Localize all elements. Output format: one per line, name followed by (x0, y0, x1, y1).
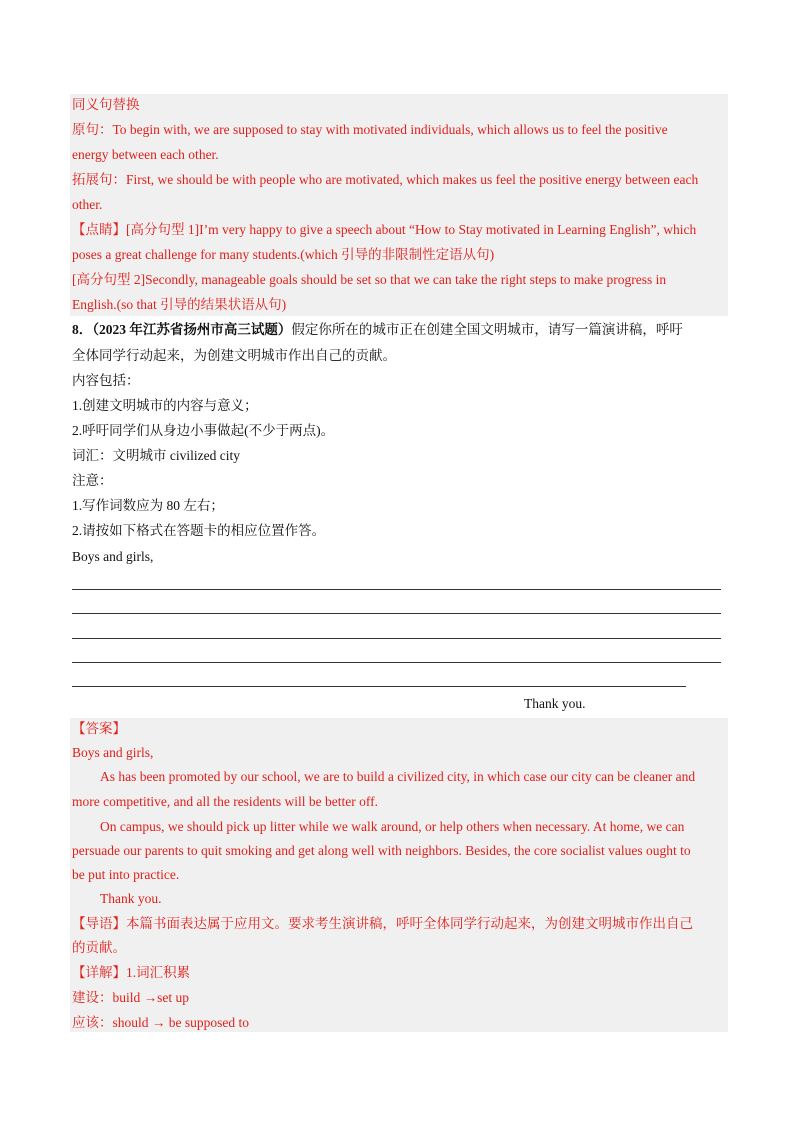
question-prompt-line-2: 全体同学行动起来，为创建文明城市作出自己的贡献。 (72, 348, 396, 363)
original-sentence-line-2: energy between each other. (72, 147, 219, 162)
writing-line (72, 686, 686, 687)
question-source: （2023 年江苏省扬州市高三试题） (92, 322, 292, 337)
synonym-title: 同义句替换 (72, 97, 140, 112)
extended-sentence-line-2: other. (72, 197, 103, 212)
writing-line (72, 589, 721, 590)
letter-greeting: Boys and girls, (72, 549, 154, 564)
writing-line (72, 638, 721, 639)
extended-sentence-line-1: 拓展句：First, we should be with people who are motivated, which makes us feel the positive energy between each (72, 172, 699, 187)
guide-line-2: 的贡献。 (72, 940, 126, 955)
writing-line (72, 662, 721, 663)
vocab-item-1: 建设：build →set up (72, 990, 189, 1005)
pattern-2-line-2: English.(so that 引导的结果状语从句) (72, 297, 287, 312)
writing-line (72, 613, 721, 614)
guide-line-1: 【导语】本篇书面表达属于应用文。要求考生演讲稿，呼吁全体同学行动起来，为创建文明城市作出自己 (72, 916, 693, 931)
content-label: 内容包括： (72, 373, 140, 388)
detail-heading: 【详解】1.词汇积累 (72, 965, 191, 980)
answer-label: 【答案】 (72, 721, 126, 736)
dianjing-line-2: poses a great challenge for many students.(which 引导的非限制性定语从句) (72, 247, 495, 262)
question-8-line-1 (72, 318, 728, 342)
answer-para-2-line-1: On campus, we should pick up litter while we walk around, or help others when necessary. At home, we can (100, 819, 685, 834)
note-1: 1.写作词数应为 80 左右； (72, 498, 224, 513)
content-item-2: 2.呼吁同学们从身边小事做起(不少于两点)。 (72, 423, 335, 438)
answer-para-2-line-2: persuade our parents to quit smoking and get along well with neighbors. Besides, the core socialist values ought to (72, 843, 691, 858)
answer-greeting: Boys and girls, (72, 745, 154, 760)
question-number: 8． (72, 322, 93, 337)
answer-para-1-line-1: As has been promoted by our school, we are to build a civilized city, in which case our city can be cleaner and (100, 769, 696, 784)
note-2: 2.请按如下格式在答题卡的相应位置作答。 (72, 523, 326, 538)
notes-label: 注意： (72, 473, 113, 488)
vocabulary-hint: 词汇：文明城市 civilized city (72, 448, 240, 463)
original-sentence-line-1: 原句：To begin with, we are supposed to stay with motivated individuals, which allows us to feel the positive (72, 122, 668, 137)
pattern-2-line-1: [高分句型 2]Secondly, manageable goals should be set so that we can take the right steps to make progress in (72, 272, 667, 287)
letter-closing: Thank you. (524, 696, 586, 711)
answer-para-2-line-3: be put into practice. (72, 867, 180, 882)
answer-para-1-line-2: more competitive, and all the residents will be better off. (72, 794, 379, 809)
question-prompt-part-1: 假定你所在的城市正在创建全国文明城市，请写一篇演讲稿，呼吁 (291, 322, 683, 337)
dianjing-line-1: 【点睛】[高分句型 1]I’m very happy to give a speech about “How to Stay motivated in Learning English”, which (72, 222, 697, 237)
content-item-1: 1.创建文明城市的内容与意义； (72, 398, 258, 413)
vocab-item-2: 应该：should → be supposed to (72, 1015, 249, 1030)
answer-closing: Thank you. (100, 891, 162, 906)
